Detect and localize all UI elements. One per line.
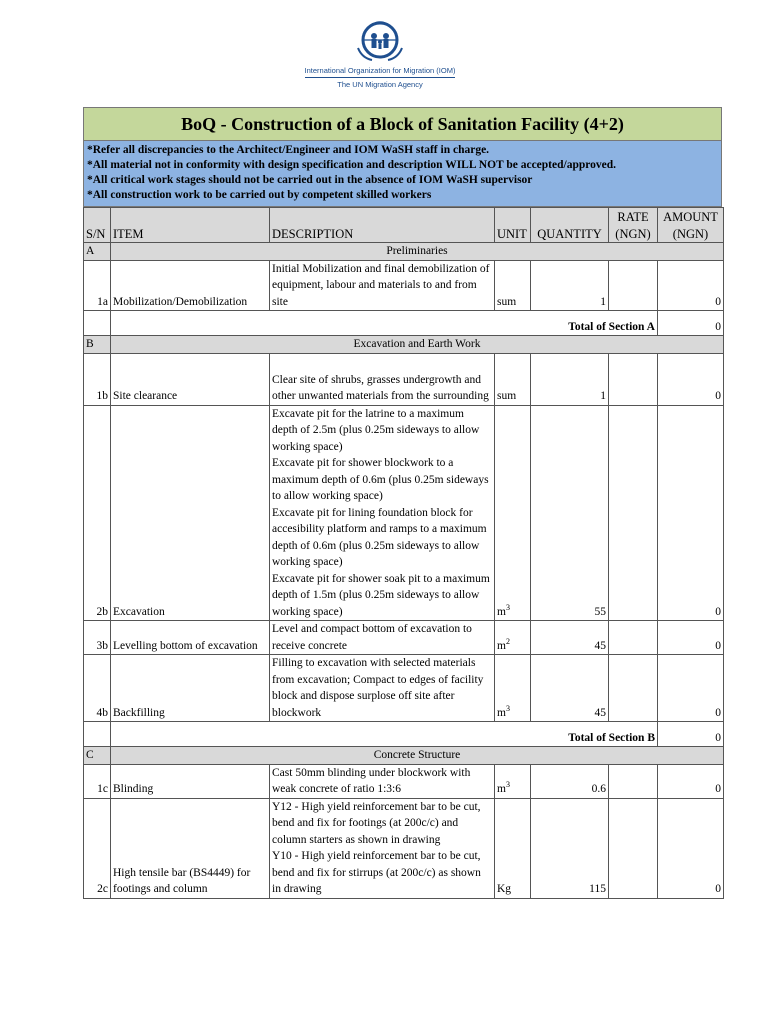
unit-text: m — [497, 605, 506, 618]
table-row — [84, 405, 724, 621]
cell-item: Site clearance — [111, 353, 270, 405]
total-value: 0 — [658, 722, 724, 747]
total-label: Total of Section B — [111, 722, 658, 747]
unit-exponent: 3 — [505, 780, 510, 790]
unit-exponent: 2 — [505, 636, 510, 646]
cell-item: Levelling bottom of excavation — [111, 621, 270, 655]
cell-description: Level and compact bottom of excavation to receive concrete — [270, 621, 495, 655]
cell-item: Backfilling — [111, 655, 270, 722]
cell-quantity: 45 — [531, 621, 609, 655]
description-line: Excavate pit for shower blockwork to a maximum depth of 0.6m (plus 0.25m sideways to allow working space) — [272, 457, 489, 502]
logo-divider — [305, 77, 455, 78]
cell-blank — [84, 311, 111, 336]
cell-blank — [84, 722, 111, 747]
header-unit: UNIT — [495, 208, 531, 243]
cell-rate — [609, 655, 658, 722]
cell-description: Clear site of shrubs, grasses undergrowth and other unwanted materials from the surrounding — [270, 353, 495, 405]
cell-rate — [609, 353, 658, 405]
unit-exponent: 3 — [505, 703, 510, 713]
section-title: Concrete Structure — [111, 747, 724, 765]
cell-description — [270, 405, 495, 621]
note-line: *All construction work to be carried out by competent skilled workers — [87, 189, 432, 201]
cell-sn: 2c — [84, 798, 111, 898]
cell-item: Excavation — [111, 405, 270, 621]
note-line: *Refer all discrepancies to the Architect/Engineer and IOM WaSH staff in charge. — [87, 144, 490, 156]
cell-description — [270, 798, 495, 898]
cell-sn: 4b — [84, 655, 111, 722]
cell-rate — [609, 798, 658, 898]
cell-item: Blinding — [111, 764, 270, 798]
cell-amount: 0 — [658, 405, 724, 621]
cell-quantity: 1 — [531, 260, 609, 311]
table-row — [84, 764, 724, 798]
notes-box — [83, 141, 722, 207]
cell-unit — [495, 764, 531, 798]
cell-item: High tensile bar (BS4449) for footings and column — [111, 798, 270, 898]
cell-amount: 0 — [658, 655, 724, 722]
note-line: *All critical work stages should not be carried out in the absence of IOM WaSH supervisor — [87, 174, 533, 186]
header-amount — [658, 208, 724, 243]
cell-rate — [609, 764, 658, 798]
section-title: Excavation and Earth Work — [111, 336, 724, 354]
description-line: Excavate pit for the latrine to a maximum depth of 2.5m (plus 0.25m sideways to allow working space) — [272, 407, 480, 453]
logo-org-name: International Organization for Migration (IOM) — [304, 66, 456, 75]
cell-sn: 1b — [84, 353, 111, 405]
header-quantity: QUANTITY — [531, 208, 609, 243]
unit-text: m — [497, 639, 506, 652]
description-line: Y12 - High yield reinforcement bar to be cut, bend and fix for footings (at 200c/c) and column starters as shown in drawing — [272, 800, 481, 846]
cell-unit — [495, 621, 531, 655]
table-row — [84, 260, 724, 311]
section-row-b — [84, 336, 724, 354]
cell-unit: Kg — [495, 798, 531, 898]
header-amount-line2: (NGN) — [672, 226, 709, 241]
cell-description: Initial Mobilization and final demobilization of equipment, labour and materials to and from site — [270, 260, 495, 311]
header-rate — [609, 208, 658, 243]
cell-description: Filling to excavation with selected materials from excavation; Compact to edges of facility block and dispose surplose off site after blockwork — [270, 655, 495, 722]
description-line: Excavate pit for shower soak pit to a maximum depth of 1.5m (plus 0.25m sideways to allow working space) — [272, 572, 490, 618]
header-rate-line1: RATE — [617, 210, 649, 224]
cell-unit: sum — [495, 260, 531, 311]
cell-amount: 0 — [658, 353, 724, 405]
cell-unit — [495, 655, 531, 722]
cell-rate — [609, 621, 658, 655]
header-sn: S/N — [84, 208, 111, 243]
cell-unit: sum — [495, 353, 531, 405]
cell-sn: 3b — [84, 621, 111, 655]
total-value: 0 — [658, 311, 724, 336]
cell-sn: 1c — [84, 764, 111, 798]
table-row — [84, 353, 724, 405]
unit-text: m — [497, 783, 506, 795]
cell-quantity: 1 — [531, 353, 609, 405]
cell-quantity: 45 — [531, 655, 609, 722]
total-label: Total of Section A — [111, 311, 658, 336]
section-row-c — [84, 747, 724, 765]
cell-sn: 1a — [84, 260, 111, 311]
cell-quantity: 115 — [531, 798, 609, 898]
unit-exponent: 3 — [505, 602, 510, 612]
table-row — [84, 798, 724, 898]
description-line: Excavate pit for lining foundation block for accesibility platform and ramps to a maximum depth of 0.6m (plus 0.25m sideways to allow working space) — [272, 506, 487, 568]
section-letter: B — [84, 336, 111, 354]
header-item: ITEM — [111, 208, 270, 243]
header-rate-line2: (NGN) — [615, 226, 651, 241]
section-letter: C — [84, 747, 111, 765]
cell-amount: 0 — [658, 764, 724, 798]
iom-emblem-icon — [352, 18, 408, 64]
total-row-a — [84, 311, 724, 336]
section-letter: A — [84, 243, 111, 261]
header-row — [84, 208, 724, 243]
cell-sn: 2b — [84, 405, 111, 621]
cell-description: Cast 50mm blinding under blockwork with weak concrete of ratio 1:3:6 — [270, 764, 495, 798]
cell-quantity: 55 — [531, 405, 609, 621]
section-row-a — [84, 243, 724, 261]
cell-rate — [609, 405, 658, 621]
table-row — [84, 655, 724, 722]
cell-item: Mobilization/Demobilization — [111, 260, 270, 311]
description-line: Y10 - High yield reinforcement bar to be cut, bend and fix for stirrups (at 200c/c) as shown in drawing — [272, 850, 481, 895]
iom-logo — [290, 18, 470, 98]
cell-amount: 0 — [658, 798, 724, 898]
cell-amount: 0 — [658, 621, 724, 655]
document-title: BoQ - Construction of a Block of Sanitation Facility (4+2) — [83, 107, 722, 141]
note-line: *All material not in conformity with design specification and description WILL NOT be accepted/approved. — [87, 159, 617, 171]
cell-quantity: 0.6 — [531, 764, 609, 798]
cell-amount: 0 — [658, 260, 724, 311]
header-amount-line1: AMOUNT — [663, 210, 718, 224]
section-title: Preliminaries — [111, 243, 724, 261]
table-row — [84, 621, 724, 655]
unit-text: m — [497, 706, 506, 719]
header-description: DESCRIPTION — [270, 208, 495, 243]
logo-tagline: The UN Migration Agency — [337, 80, 423, 89]
cell-rate — [609, 260, 658, 311]
cell-unit — [495, 405, 531, 621]
boq-table — [83, 207, 724, 899]
total-row-b — [84, 722, 724, 747]
